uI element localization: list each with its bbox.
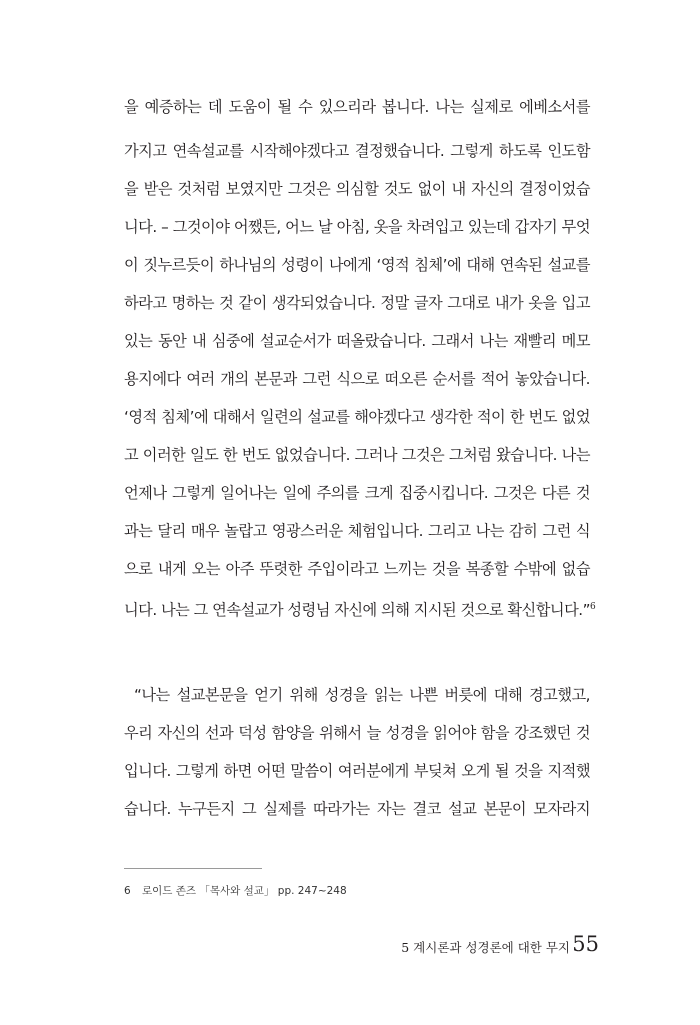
footnote	[124, 884, 347, 898]
running-head: 5 계시론과 성경론에 대한 무지	[401, 940, 570, 955]
text-line: 을 받은 것처럼 보였지만 그것은 의심할 것도 없이 내 자신의 결정이었습	[124, 180, 590, 198]
text-line: 언제나 그렇게 일어나는 일에 주의를 크게 집중시킵니다. 그것은 다른 것	[124, 484, 590, 502]
text-line: 있는 동안 내 심중에 설교순서가 떠올랐습니다. 그래서 나는 재빨리 메모	[124, 332, 590, 350]
text-line: 을 예증하는 데 도움이 될 수 있으리라 봅니다. 나는 실제로 에베소서를	[124, 98, 590, 116]
text-line: 가지고 연속설교를 시작해야겠다고 결정했습니다. 그렇게 하도록 인도함	[124, 142, 590, 160]
footnote-reference: 6	[589, 602, 596, 612]
text-line: 고 이러한 일도 한 번도 없었습니다. 그러나 그것은 그처럼 왔습니다. 나는	[124, 446, 590, 464]
footnote-number: 6	[124, 885, 131, 897]
text-line: 과는 달리 매우 놀랍고 영광스러운 체험입니다. 그리고 나는 감히 그런 식	[124, 522, 590, 540]
page-number: 55	[572, 932, 599, 956]
text-line: “나는 설교본문을 얻기 위해 성경을 읽는 나쁜 버릇에 대해 경고했고,	[134, 686, 590, 704]
footnote-text: 로이드 존즈 「목사와 설교」 pp. 247~248	[142, 885, 347, 897]
text-line: 입니다. 그렇게 하면 어떤 말씀이 여러분에게 부딪쳐 오게 될 것을 지적했	[124, 762, 590, 780]
text-line: 우리 자신의 선과 덕성 함양을 위해서 늘 성경을 읽어야 함을 강조했던 것	[124, 724, 590, 742]
text-line: 습니다. 누구든지 그 실제를 따라가는 자는 결코 설교 본문이 모자라지	[124, 800, 590, 818]
text-line: ‘영적 침체’에 대해서 일련의 설교를 해야겠다고 생각한 적이 한 번도 없었	[124, 408, 590, 426]
text-line-last	[124, 596, 596, 621]
footnote-divider	[124, 868, 262, 869]
text-line: 니다. – 그것이야 어쨌든, 어느 날 아침, 옷을 차려입고 있는데 갑자기 무엇	[124, 218, 590, 236]
text-line: 으로 내게 오는 아주 뚜렷한 주입이라고 느끼는 것을 복종할 수밖에 없습	[124, 560, 590, 578]
text-line-content: 니다. 나는 그 연속설교가 성령님 자신에 의해 지시된 것으로 확신합니다.”	[124, 601, 590, 619]
text-line: 하라고 명하는 것 같이 생각되었습니다. 정말 글자 그대로 내가 옷을 입고	[124, 294, 590, 312]
text-line: 이 짓누르듯이 하나님의 성령이 나에게 ‘영적 침체’에 대해 연속된 설교를	[124, 256, 590, 274]
text-line: 용지에다 여러 개의 본문과 그런 식으로 떠오른 순서를 적어 놓았습니다.	[124, 370, 590, 388]
